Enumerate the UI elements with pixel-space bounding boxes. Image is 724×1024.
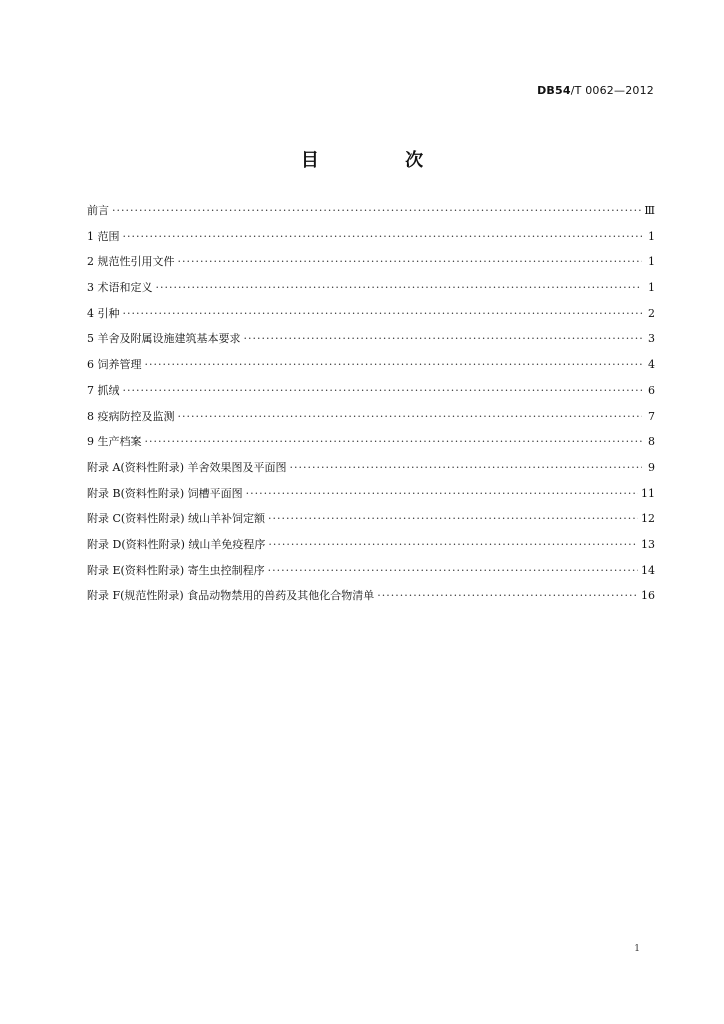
toc-entry-disease-control[interactable] — [87, 408, 655, 434]
toc-dot-leader — [290, 461, 642, 474]
toc-entry-page: 1 — [648, 229, 655, 243]
toc-dot-leader — [178, 410, 643, 423]
toc-entry-label: 附录 C(资料性附录) 绒山羊补饲定额 — [87, 512, 265, 526]
toc-entry-scope[interactable] — [87, 228, 655, 254]
toc-entry-page: 1 — [648, 281, 655, 295]
toc-entry-label: 2 规范性引用文件 — [87, 255, 175, 269]
toc-dot-leader — [145, 358, 643, 371]
toc-entry-page: 4 — [648, 358, 655, 372]
toc-entry-label: 附录 E(资料性附录) 寄生虫控制程序 — [87, 563, 265, 577]
toc-entry-appendix-d[interactable] — [87, 536, 655, 562]
toc-entry-page: 16 — [641, 589, 655, 603]
toc-dot-leader — [145, 435, 643, 448]
toc-entry-appendix-e[interactable] — [87, 562, 655, 588]
toc-dot-leader — [156, 281, 643, 294]
toc-entry-page: 14 — [641, 563, 655, 577]
toc-title: 目 次 — [300, 150, 464, 171]
toc-entry-page: 11 — [641, 486, 655, 500]
toc-entry-foreword[interactable] — [87, 202, 655, 228]
toc-entry-appendix-a[interactable] — [87, 459, 655, 485]
toc-entry-label: 附录 A(资料性附录) 羊舍效果图及平面图 — [87, 460, 287, 474]
toc-entry-introduction[interactable] — [87, 305, 655, 331]
toc-entry-page: 2 — [648, 306, 655, 320]
toc-entry-label: 附录 F(规范性附录) 食品动物禁用的兽药及其他化合物清单 — [87, 589, 375, 603]
toc-entry-label: 8 疫病防控及监测 — [87, 409, 175, 423]
document-code-number: /T 0062—2012 — [570, 84, 654, 97]
toc-entry-normative-references[interactable] — [87, 253, 655, 279]
toc-entry-feeding-management[interactable] — [87, 356, 655, 382]
toc-dot-leader — [123, 384, 643, 397]
toc-dot-leader — [178, 255, 643, 268]
toc-entry-page: 13 — [641, 537, 655, 551]
toc-entry-label: 6 饲养管理 — [87, 358, 142, 372]
toc-entry-label: 7 抓绒 — [87, 383, 120, 397]
toc-entry-terms-definitions[interactable] — [87, 279, 655, 305]
toc-dot-leader — [377, 589, 638, 602]
document-code-prefix: DB54 — [537, 84, 571, 97]
toc-entry-page: 1 — [648, 255, 655, 269]
toc-entry-label: 4 引种 — [87, 306, 120, 320]
toc-entry-label: 9 生产档案 — [87, 435, 142, 449]
document-code — [537, 84, 654, 97]
toc-dot-leader — [123, 230, 643, 243]
toc-dot-leader — [246, 487, 638, 500]
toc-entry-combing[interactable] — [87, 382, 655, 408]
toc-entry-label: 前言 — [87, 204, 109, 217]
toc-dot-leader — [268, 538, 638, 551]
toc-dot-leader — [123, 307, 643, 320]
toc-entry-appendix-c[interactable] — [87, 510, 655, 536]
toc-dot-leader — [268, 512, 638, 525]
toc-entry-page: 12 — [641, 512, 655, 526]
toc-entry-page: 3 — [648, 332, 655, 346]
toc-entry-page: 6 — [648, 383, 655, 397]
toc-entry-label: 3 术语和定义 — [87, 281, 153, 295]
toc-entry-label: 5 羊舍及附属设施建筑基本要求 — [87, 332, 241, 346]
toc-dot-leader — [112, 204, 641, 217]
toc-entry-appendix-f[interactable] — [87, 587, 655, 613]
toc-entry-page: 8 — [648, 435, 655, 449]
toc-entry-appendix-b[interactable] — [87, 485, 655, 511]
toc-entry-buildings[interactable] — [87, 330, 655, 356]
page-number: 1 — [634, 944, 640, 954]
table-of-contents — [87, 202, 655, 613]
toc-entry-page: 7 — [648, 409, 655, 423]
toc-entry-production-records[interactable] — [87, 433, 655, 459]
toc-entry-label: 附录 D(资料性附录) 绒山羊免疫程序 — [87, 537, 266, 551]
toc-entry-page: Ⅲ — [644, 204, 655, 217]
toc-dot-leader — [244, 332, 643, 345]
toc-entry-label: 附录 B(资料性附录) 饲槽平面图 — [87, 486, 243, 500]
toc-entry-label: 1 范围 — [87, 229, 120, 243]
toc-dot-leader — [268, 564, 638, 577]
toc-entry-page: 9 — [648, 460, 655, 474]
